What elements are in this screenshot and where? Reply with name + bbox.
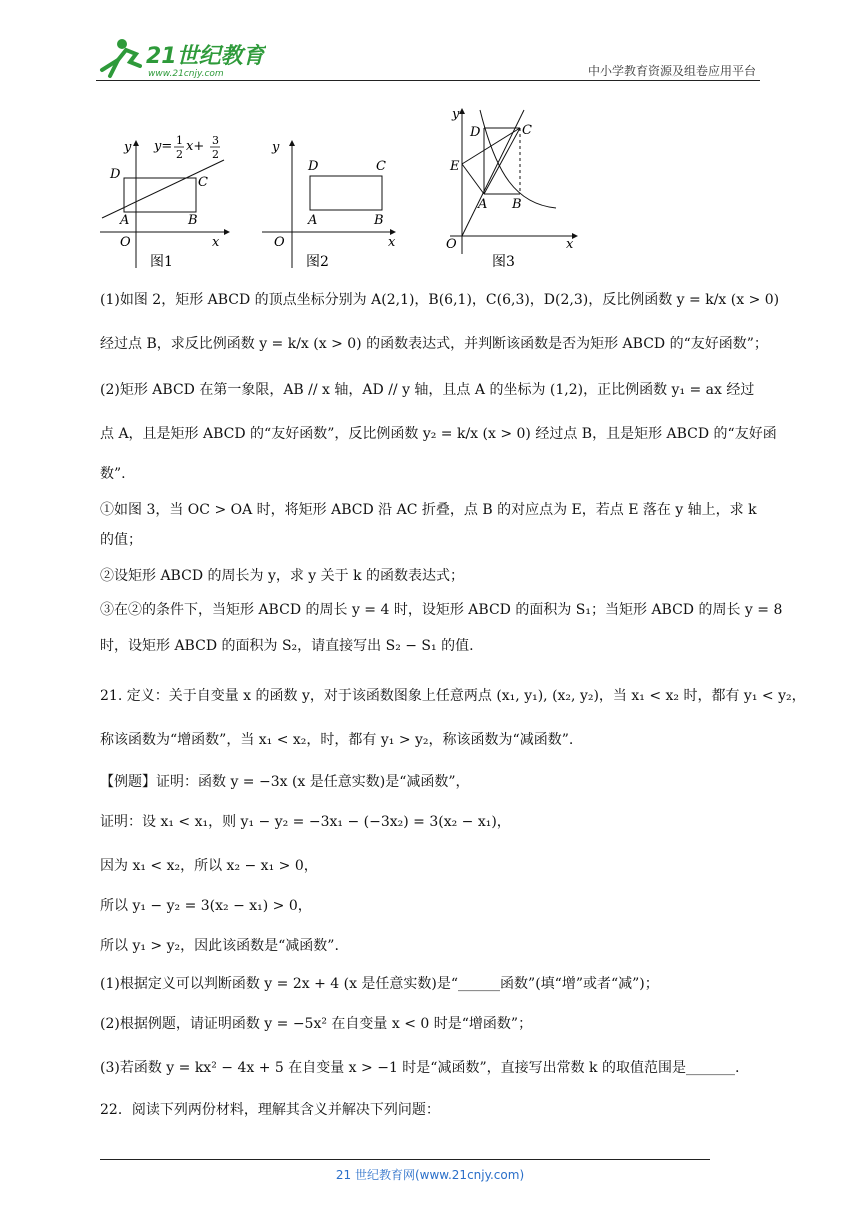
svg-text:y: y xyxy=(124,140,132,155)
header-divider xyxy=(96,80,760,81)
svg-text:x: x xyxy=(212,235,220,250)
svg-text:B: B xyxy=(374,213,384,228)
q21-definition-line1: 21. 定义：关于自变量 x 的函数 y，对于该函数图象上任意两点 (x₁, y₁), (x₂, y₂)，当 x₁ < x₂ 时，都有 y₁ < y₂， xyxy=(100,688,806,704)
svg-text:y: y xyxy=(452,107,460,122)
q21-proof-line4: 所以 y₁ > y₂，因此该函数是“减函数”. xyxy=(100,938,339,954)
q21-part1: (1)根据定义可以判断函数 y = 2x + 4 (x 是任意实数)是“______函数”(填“增”或者“减”)； xyxy=(100,976,659,992)
svg-text:A: A xyxy=(120,213,130,228)
svg-text:1: 1 xyxy=(176,134,183,147)
svg-text:A: A xyxy=(308,213,318,228)
q20-sub2: ②设矩形 ABCD 的周长为 y，求 y 关于 k 的函数表达式； xyxy=(100,568,465,584)
q20-part1-line2: 经过点 B，求反比例函数 y = k/x (x > 0) 的函数表达式，并判断该函数是否为矩形 ABCD 的“友好函数”； xyxy=(100,336,768,352)
svg-text:B: B xyxy=(512,197,522,212)
footer-divider xyxy=(100,1159,710,1160)
svg-text:3: 3 xyxy=(212,134,219,147)
q20-part1-line1: (1)如图 2，矩形 ABCD 的顶点坐标分别为 A(2,1)，B(6,1)，C(6,3)，D(2,3)，反比例函数 y = k/x (x > 0) xyxy=(100,292,780,308)
svg-text:y: y xyxy=(272,140,280,155)
q20-sub3-line1: ③在②的条件下，当矩形 ABCD 的周长 y = 4 时，设矩形 ABCD 的面积为 S₁；当矩形 ABCD 的周长 y = 8 xyxy=(100,602,783,618)
figure-2-caption: 图2 xyxy=(306,254,329,270)
figure-2 xyxy=(258,108,408,277)
figure-1 xyxy=(96,108,236,277)
header-platform-text: 中小学教育资源及组卷应用平台 xyxy=(587,64,756,78)
svg-text:D: D xyxy=(110,167,121,182)
svg-text:2: 2 xyxy=(176,148,183,161)
logo-text: 21世纪教育 xyxy=(146,44,265,69)
svg-text:C: C xyxy=(376,159,386,174)
svg-text:E: E xyxy=(450,159,460,174)
svg-text:B: B xyxy=(188,213,198,228)
q20-sub1-line1: ①如图 3，当 OC > OA 时，将矩形 ABCD 沿 AC 折叠，点 B 的对应点为 E，若点 E 落在 y 轴上，求 k xyxy=(100,502,757,518)
logo-url: www.21cnjy.com xyxy=(148,69,224,79)
figure-3-caption: 图3 xyxy=(492,254,515,270)
svg-text:2: 2 xyxy=(212,148,219,161)
svg-text:A: A xyxy=(478,197,488,212)
footer-link[interactable]: 21 世纪教育网(www.21cnjy.com) xyxy=(335,1168,525,1182)
svg-text:C: C xyxy=(198,175,208,190)
svg-text:D: D xyxy=(308,159,319,174)
svg-text:D: D xyxy=(470,125,481,140)
q21-proof-line1: 证明：设 x₁ < x₁，则 y₁ − y₂ = −3x₁ − (−3x₂) = 3(x₂ − x₁)， xyxy=(100,814,511,830)
svg-text:x: x xyxy=(566,237,574,252)
svg-text:x+: x+ xyxy=(186,139,205,154)
svg-text:y=: y= xyxy=(154,139,173,154)
svg-text:x: x xyxy=(388,235,396,250)
q22-intro: 22．阅读下列两份材料，理解其含义并解决下列问题： xyxy=(100,1102,440,1118)
runner-logo-icon xyxy=(102,39,140,76)
q20-sub1-line2: 的值； xyxy=(100,532,142,548)
site-logo xyxy=(96,36,266,80)
svg-text:O: O xyxy=(446,237,457,252)
q21-part2: (2)根据例题，请证明函数 y = −5x² 在自变量 x < 0 时是“增函数”； xyxy=(100,1016,533,1032)
q21-definition-line2: 称该函数为“增函数”，当 x₁ < x₂，时，都有 y₁ > y₂，称该函数为“减函数”. xyxy=(100,732,574,748)
q21-proof-line2: 因为 x₁ < x₂，所以 x₂ − x₁ > 0， xyxy=(100,858,318,874)
q21-proof-line3: 所以 y₁ − y₂ = 3(x₂ − x₁) > 0， xyxy=(100,898,312,914)
q21-example-title: 【例题】证明：函数 y = −3x (x 是任意实数)是“减函数”， xyxy=(100,774,470,790)
svg-text:O: O xyxy=(120,235,131,250)
q20-part2-line1: (2)矩形 ABCD 在第一象限，AB // x 轴，AD // y 轴，且点 A 的坐标为 (1,2)，正比例函数 y₁ = ax 经过 xyxy=(100,382,755,398)
figure-1-caption: 图1 xyxy=(150,254,173,270)
svg-text:O: O xyxy=(274,235,285,250)
q20-part2-line2: 点 A，且是矩形 ABCD 的“友好函数”，反比例函数 y₂ = k/x (x > 0) 经过点 B，且是矩形 ABCD 的“友好函 xyxy=(100,426,777,442)
q20-sub3-line2: 时，设矩形 ABCD 的面积为 S₂，请直接写出 S₂ − S₁ 的值. xyxy=(100,638,474,654)
q20-part2-line3: 数”. xyxy=(100,466,126,482)
svg-text:C: C xyxy=(522,123,532,138)
figure-3 xyxy=(436,104,586,278)
q21-part3: (3)若函数 y = kx² − 4x + 5 在自变量 x > −1 时是“减函数”，直接写出常数 k 的取值范围是_______. xyxy=(100,1060,740,1076)
